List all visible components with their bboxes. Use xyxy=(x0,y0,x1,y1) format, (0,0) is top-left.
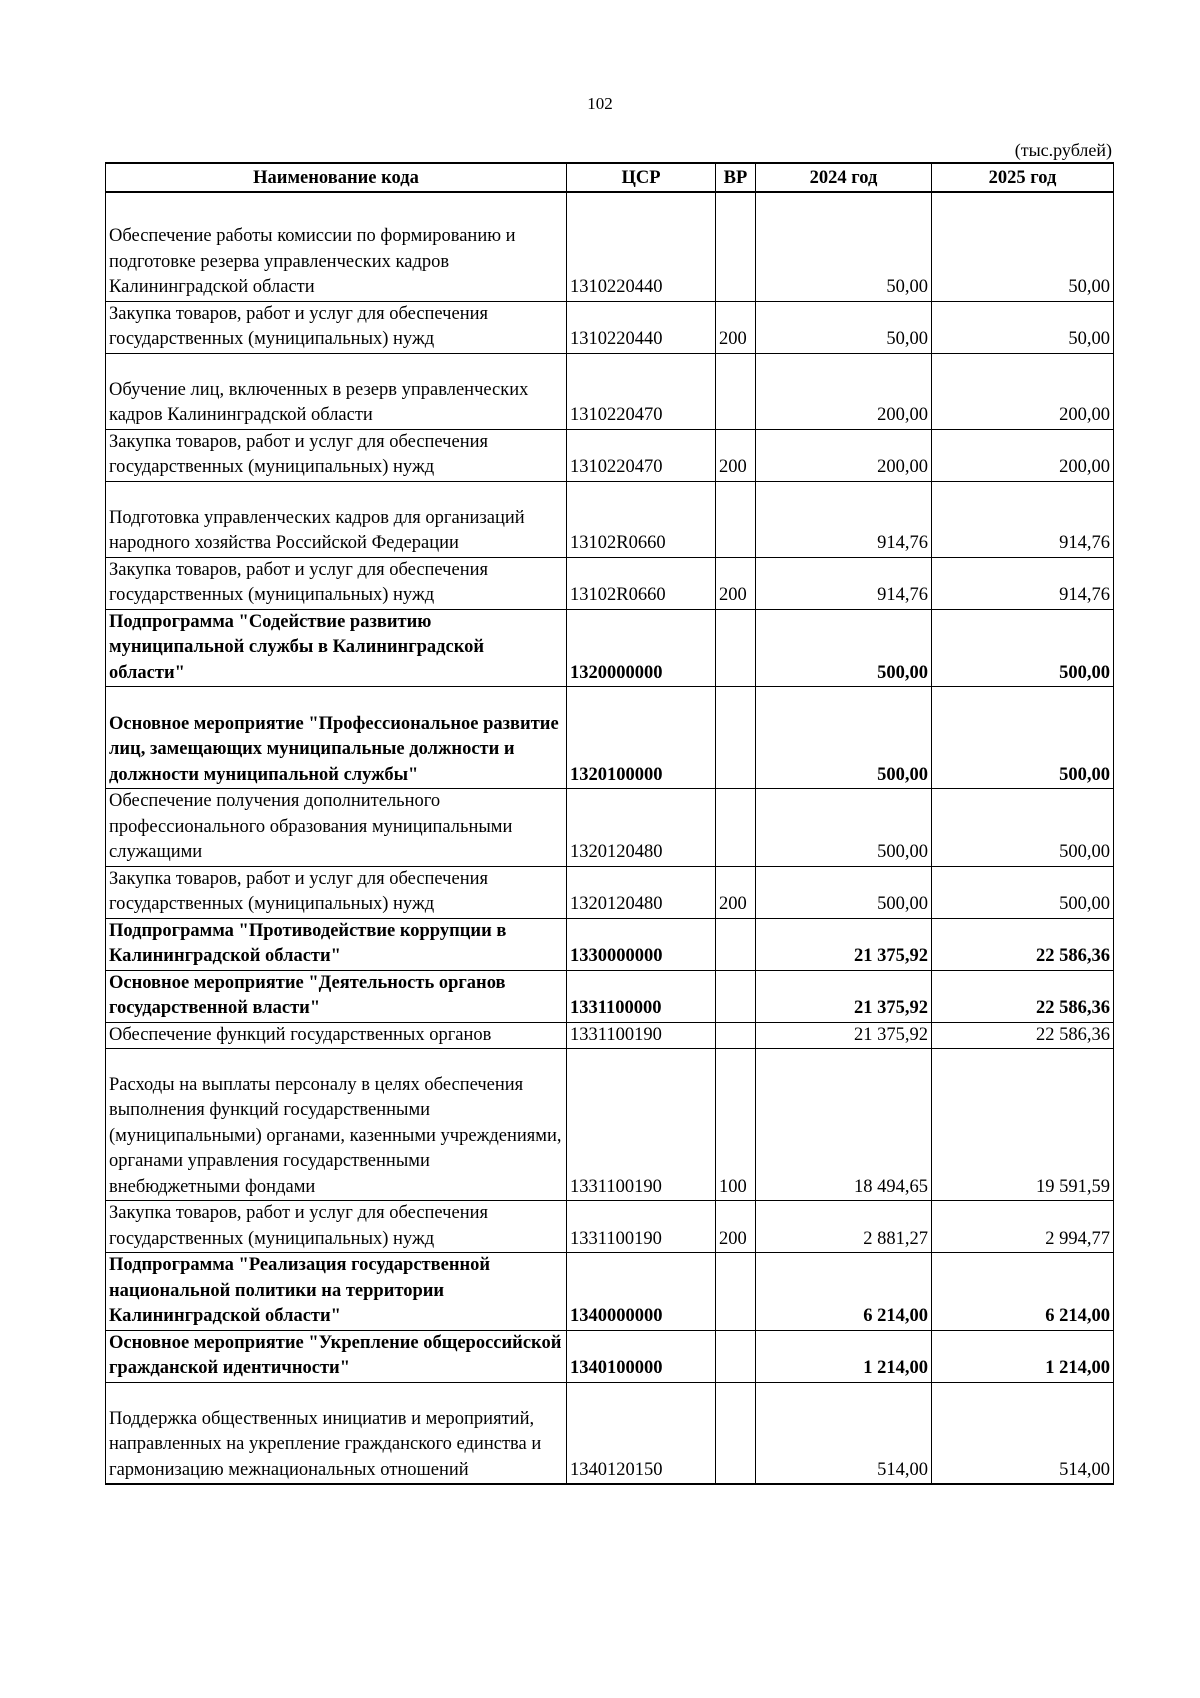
cell-csr: 1310220440 xyxy=(567,192,716,301)
header-csr: ЦСР xyxy=(567,163,716,192)
table-row xyxy=(106,1253,1114,1331)
cell-2025: 514,00 xyxy=(932,1382,1114,1484)
table-row xyxy=(106,1382,1114,1484)
cell-vr: 200 xyxy=(716,429,756,481)
table-row xyxy=(106,866,1114,918)
table-row xyxy=(106,301,1114,353)
table-row xyxy=(106,481,1114,557)
table-header-row xyxy=(106,163,1114,192)
cell-vr: 200 xyxy=(716,866,756,918)
table-row xyxy=(106,970,1114,1022)
page-number: 102 xyxy=(587,94,613,113)
cell-2025: 22 586,36 xyxy=(932,1022,1114,1049)
cell-vr xyxy=(716,353,756,429)
cell-name: Закупка товаров, работ и услуг для обеспечения государственных (муниципальных) нужд xyxy=(106,301,567,353)
cell-2024: 514,00 xyxy=(756,1382,932,1484)
cell-vr xyxy=(716,1382,756,1484)
cell-vr: 200 xyxy=(716,301,756,353)
cell-2024: 21 375,92 xyxy=(756,970,932,1022)
cell-name: Закупка товаров, работ и услуг для обеспечения государственных (муниципальных) нужд xyxy=(106,429,567,481)
cell-csr: 13102R0660 xyxy=(567,557,716,609)
header-vr: ВР xyxy=(716,163,756,192)
cell-name: Подпрограмма "Содействие развитию муниципальной службы в Калининградской области" xyxy=(106,609,567,687)
cell-csr: 1320100000 xyxy=(567,687,716,789)
table-row xyxy=(106,557,1114,609)
cell-csr: 1331100190 xyxy=(567,1201,716,1253)
cell-name: Закупка товаров, работ и услуг для обеспечения государственных (муниципальных) нужд xyxy=(106,557,567,609)
cell-2025: 914,76 xyxy=(932,481,1114,557)
cell-name: Обеспечение получения дополнительного профессионального образования муниципальными служащими xyxy=(106,789,567,867)
cell-vr xyxy=(716,789,756,867)
cell-2024: 50,00 xyxy=(756,301,932,353)
cell-2024: 914,76 xyxy=(756,481,932,557)
header-2025: 2025 год xyxy=(932,163,1114,192)
cell-2024: 50,00 xyxy=(756,192,932,301)
cell-2025: 50,00 xyxy=(932,301,1114,353)
table-row xyxy=(106,789,1114,867)
cell-name: Подпрограмма "Противодействие коррупции в Калининградской области" xyxy=(106,918,567,970)
cell-2025: 22 586,36 xyxy=(932,918,1114,970)
cell-name: Поддержка общественных инициатив и мероприятий, направленных на укрепление гражданского единства и гармонизацию межнациональных отношений xyxy=(106,1382,567,1484)
cell-vr xyxy=(716,192,756,301)
cell-vr xyxy=(716,609,756,687)
cell-vr: 200 xyxy=(716,557,756,609)
table-body xyxy=(106,192,1114,1484)
cell-2025: 200,00 xyxy=(932,353,1114,429)
cell-name: Закупка товаров, работ и услуг для обеспечения государственных (муниципальных) нужд xyxy=(106,1201,567,1253)
cell-2025: 50,00 xyxy=(932,192,1114,301)
cell-2024: 500,00 xyxy=(756,609,932,687)
cell-2024: 500,00 xyxy=(756,687,932,789)
cell-vr: 200 xyxy=(716,1201,756,1253)
cell-vr xyxy=(716,1022,756,1049)
cell-vr xyxy=(716,970,756,1022)
cell-name: Расходы на выплаты персоналу в целях обеспечения выполнения функций государственными (муниципальными) органами, казенными учреждениями, органами управления государственными внебюджетными фондами xyxy=(106,1049,567,1201)
cell-2024: 1 214,00 xyxy=(756,1330,932,1382)
cell-2025: 19 591,59 xyxy=(932,1049,1114,1201)
cell-2025: 500,00 xyxy=(932,789,1114,867)
table-row xyxy=(106,192,1114,301)
cell-2024: 2 881,27 xyxy=(756,1201,932,1253)
table-row xyxy=(106,1201,1114,1253)
cell-2025: 200,00 xyxy=(932,429,1114,481)
cell-2024: 200,00 xyxy=(756,353,932,429)
cell-csr: 1320120480 xyxy=(567,866,716,918)
cell-2025: 2 994,77 xyxy=(932,1201,1114,1253)
cell-name: Основное мероприятие "Профессиональное развитие лиц, замещающих муниципальные должности и должности муниципальной службы" xyxy=(106,687,567,789)
header-name: Наименование кода xyxy=(106,163,567,192)
cell-2024: 18 494,65 xyxy=(756,1049,932,1201)
cell-vr xyxy=(716,1330,756,1382)
cell-name: Обеспечение функций государственных органов xyxy=(106,1022,567,1049)
cell-csr: 1331100190 xyxy=(567,1049,716,1201)
cell-2025: 500,00 xyxy=(932,687,1114,789)
cell-2024: 21 375,92 xyxy=(756,1022,932,1049)
table-row xyxy=(106,1049,1114,1201)
cell-csr: 1310220470 xyxy=(567,353,716,429)
table-row xyxy=(106,353,1114,429)
cell-csr: 1331100190 xyxy=(567,1022,716,1049)
cell-name: Обучение лиц, включенных в резерв управленческих кадров Калининградской области xyxy=(106,353,567,429)
cell-name: Подготовка управленческих кадров для организаций народного хозяйства Российской Федерации xyxy=(106,481,567,557)
cell-2025: 500,00 xyxy=(932,866,1114,918)
cell-csr: 1320120480 xyxy=(567,789,716,867)
cell-csr: 1340000000 xyxy=(567,1253,716,1331)
cell-name: Подпрограмма "Реализация государственной национальной политики на территории Калининградской области" xyxy=(106,1253,567,1331)
cell-csr: 1330000000 xyxy=(567,918,716,970)
cell-2024: 500,00 xyxy=(756,789,932,867)
cell-name: Закупка товаров, работ и услуг для обеспечения государственных (муниципальных) нужд xyxy=(106,866,567,918)
table-row xyxy=(106,918,1114,970)
cell-csr: 1310220470 xyxy=(567,429,716,481)
cell-vr xyxy=(716,481,756,557)
header-2024: 2024 год xyxy=(756,163,932,192)
cell-name: Основное мероприятие "Деятельность органов государственной власти" xyxy=(106,970,567,1022)
units-label: (тыс.рублей) xyxy=(1014,140,1112,160)
cell-2024: 500,00 xyxy=(756,866,932,918)
cell-2024: 200,00 xyxy=(756,429,932,481)
cell-vr: 100 xyxy=(716,1049,756,1201)
cell-csr: 1320000000 xyxy=(567,609,716,687)
cell-vr xyxy=(716,687,756,789)
table-row xyxy=(106,1330,1114,1382)
cell-2025: 6 214,00 xyxy=(932,1253,1114,1331)
cell-csr: 1310220440 xyxy=(567,301,716,353)
budget-table xyxy=(105,162,1114,1485)
cell-name: Основное мероприятие "Укрепление общероссийской гражданской идентичности" xyxy=(106,1330,567,1382)
cell-2025: 500,00 xyxy=(932,609,1114,687)
cell-2025: 1 214,00 xyxy=(932,1330,1114,1382)
cell-2024: 914,76 xyxy=(756,557,932,609)
cell-csr: 1331100000 xyxy=(567,970,716,1022)
table-row xyxy=(106,687,1114,789)
cell-2025: 22 586,36 xyxy=(932,970,1114,1022)
cell-vr xyxy=(716,1253,756,1331)
cell-csr: 13102R0660 xyxy=(567,481,716,557)
cell-vr xyxy=(716,918,756,970)
table-row xyxy=(106,429,1114,481)
cell-2024: 6 214,00 xyxy=(756,1253,932,1331)
cell-2025: 914,76 xyxy=(932,557,1114,609)
table-row xyxy=(106,1022,1114,1049)
cell-2024: 21 375,92 xyxy=(756,918,932,970)
cell-csr: 1340120150 xyxy=(567,1382,716,1484)
cell-csr: 1340100000 xyxy=(567,1330,716,1382)
table-row xyxy=(106,609,1114,687)
cell-name: Обеспечение работы комиссии по формированию и подготовке резерва управленческих кадров Калининградской области xyxy=(106,192,567,301)
